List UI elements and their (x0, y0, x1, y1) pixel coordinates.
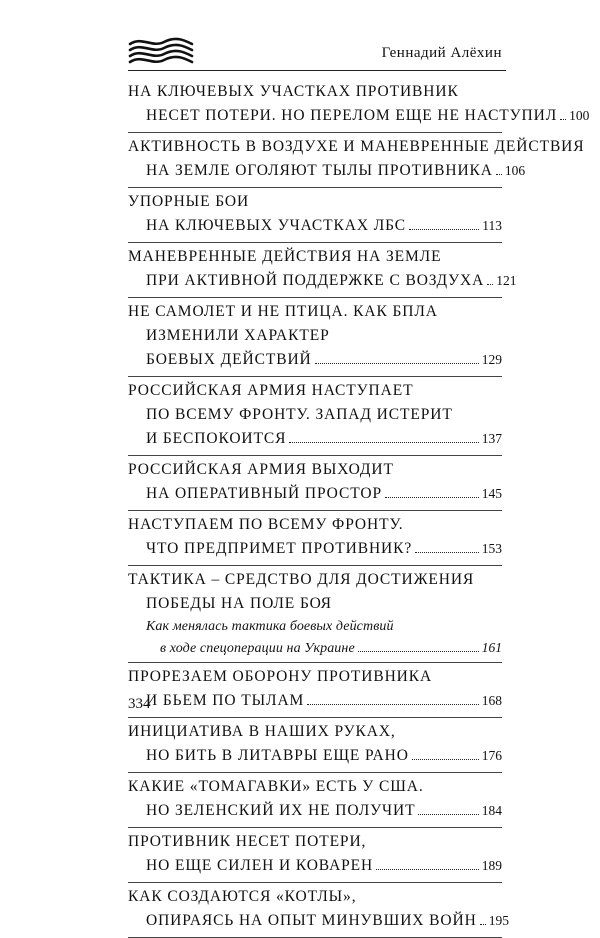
toc-page-number: 161 (481, 640, 502, 655)
dot-leader (418, 814, 478, 815)
toc-title-line (128, 689, 502, 713)
toc-title-line (128, 159, 526, 183)
toc-title-line: ПО ВСЕМУ ФРОНТУ. ЗАПАД ИСТЕРИТ (146, 406, 453, 423)
toc-line-text: И БЬЕМ ПО ТЫЛАМ (146, 692, 305, 709)
toc-line-text: НО БИТЬ В ЛИТАВРЫ ЕЩЕ РАНО (146, 747, 409, 764)
toc-title-line (128, 104, 590, 128)
dot-leader (376, 869, 479, 870)
toc-entry[interactable] (128, 298, 502, 377)
toc-page-number: 195 (488, 913, 509, 928)
toc-subtitle-line: Как менялась тактика боевых действий (146, 619, 394, 634)
toc-title-line: НАСТУПАЕМ ПО ВСЕМУ ФРОНТУ. (128, 516, 404, 533)
toc-entry[interactable] (128, 511, 502, 566)
running-header (128, 32, 506, 72)
toc-page-number: 113 (482, 218, 502, 233)
toc-title-line (128, 744, 502, 768)
toc-line-text: НА ЗЕМЛЕ ОГОЛЯЮТ ТЫЛЫ ПРОТИВНИКА (146, 162, 493, 179)
toc-line-text: НО ЗЕЛЕНСКИЙ ИХ НЕ ПОЛУЧИТ (146, 802, 416, 819)
dot-leader (307, 704, 479, 705)
author-name: Геннадий Алёхин (381, 45, 502, 61)
toc-title-line: ТАКТИКА – СРЕДСТВО ДЛЯ ДОСТИЖЕНИЯ (128, 571, 475, 588)
toc-entry[interactable] (128, 718, 502, 773)
toc-title-line (128, 799, 502, 823)
toc-line-text: БОЕВЫХ ДЕЙСТВИЙ (146, 351, 312, 368)
toc-title-line: ИЗМЕНИЛИ ХАРАКТЕР (146, 327, 330, 344)
toc-line-text: НА ОПЕРАТИВНЫЙ ПРОСТОР (146, 485, 382, 502)
toc-page-number: 153 (481, 541, 502, 556)
toc-entry[interactable] (128, 377, 502, 456)
dot-leader (412, 759, 479, 760)
toc-line-text: ЧТО ПРЕДПРИМЕТ ПРОТИВНИК? (146, 540, 413, 557)
dot-leader (487, 284, 493, 285)
toc-line-text: в ходе спецоперации на Украине (160, 641, 355, 656)
page-number: 334 (128, 696, 151, 712)
dot-leader (315, 363, 479, 364)
toc-title-line: УПОРНЫЕ БОИ (128, 193, 250, 210)
toc-line-text: НА КЛЮЧЕВЫХ УЧАСТКАХ ЛБС (146, 217, 407, 234)
toc-page-number: 176 (481, 748, 502, 763)
toc-title-line: АКТИВНОСТЬ В ВОЗДУХЕ И МАНЕВРЕННЫЕ ДЕЙСТВИЯ (128, 138, 585, 155)
dot-leader (560, 119, 566, 120)
toc-entry[interactable] (128, 243, 517, 298)
toc-line-text: ОПИРАЯСЬ НА ОПЫТ МИНУВШИХ ВОЙН (146, 912, 477, 929)
toc-page-number: 184 (481, 803, 502, 818)
table-of-contents (128, 78, 590, 938)
toc-entry[interactable] (128, 773, 502, 828)
toc-title-line (128, 909, 509, 933)
toc-title-line: ПРОРЕЗАЕМ ОБОРОНУ ПРОТИВНИКА (128, 668, 433, 685)
dot-leader (409, 229, 479, 230)
toc-title-line (128, 537, 502, 561)
toc-line-text: И БЕСПОКОИТСЯ (146, 430, 287, 447)
toc-entry[interactable] (128, 188, 502, 243)
dot-leader (415, 552, 479, 553)
toc-page-number: 129 (481, 352, 502, 367)
toc-entry[interactable] (128, 828, 502, 883)
toc-page-number: 106 (504, 163, 526, 178)
dot-leader (496, 174, 502, 175)
toc-line-text: НЕСЕТ ПОТЕРИ. НО ПЕРЕЛОМ ЕЩЕ НЕ НАСТУПИЛ (146, 107, 558, 124)
dot-leader (289, 442, 478, 443)
header-rule (128, 70, 506, 71)
dot-leader (385, 497, 479, 498)
toc-page-number: 189 (481, 858, 502, 873)
toc-title-line: НА КЛЮЧЕВЫХ УЧАСТКАХ ПРОТИВНИК (128, 83, 459, 100)
toc-page-number: 100 (569, 108, 590, 123)
toc-page-number: 168 (481, 693, 502, 708)
toc-title-line: ПОБЕДЫ НА ПОЛЕ БОЯ (146, 595, 332, 612)
toc-title-line (128, 482, 502, 506)
toc-title-line: НЕ САМОЛЕТ И НЕ ПТИЦА. КАК БПЛА (128, 303, 438, 320)
toc-entry[interactable] (128, 133, 585, 188)
toc-entry[interactable] (128, 883, 509, 938)
toc-title-line: РОССИЙСКАЯ АРМИЯ ВЫХОДИТ (128, 461, 394, 478)
dot-leader (358, 651, 479, 652)
toc-page-number: 137 (481, 431, 502, 446)
toc-title-line: ИНИЦИАТИВА В НАШИХ РУКАХ, (128, 723, 396, 740)
toc-title-line (128, 854, 502, 878)
toc-subtitle-line (128, 637, 502, 658)
toc-title-line (128, 348, 502, 372)
toc-page-number: 121 (496, 273, 517, 288)
toc-entry[interactable] (128, 566, 502, 663)
toc-title-line: ПРОТИВНИК НЕСЕТ ПОТЕРИ, (128, 833, 367, 850)
toc-title-line: КАК СОЗДАЮТСЯ «КОТЛЫ», (128, 888, 357, 905)
toc-entry[interactable] (128, 78, 590, 133)
dot-leader (480, 924, 486, 925)
toc-line-text: ПРИ АКТИВНОЙ ПОДДЕРЖКЕ С ВОЗДУХА (146, 272, 485, 289)
toc-page-number: 145 (481, 486, 502, 501)
flag-stripes-icon (128, 37, 194, 67)
toc-entry[interactable] (128, 663, 502, 718)
toc-entry[interactable] (128, 456, 502, 511)
toc-title-line: МАНЕВРЕННЫЕ ДЕЙСТВИЯ НА ЗЕМЛЕ (128, 248, 442, 265)
toc-line-text: НО ЕЩЕ СИЛЕН И КОВАРЕН (146, 857, 374, 874)
toc-title-line (128, 214, 502, 238)
toc-title-line (128, 427, 502, 451)
toc-title-line: КАКИЕ «ТОМАГАВКИ» ЕСТЬ У США. (128, 778, 424, 795)
toc-title-line (128, 269, 517, 293)
toc-title-line: РОССИЙСКАЯ АРМИЯ НАСТУПАЕТ (128, 382, 414, 399)
